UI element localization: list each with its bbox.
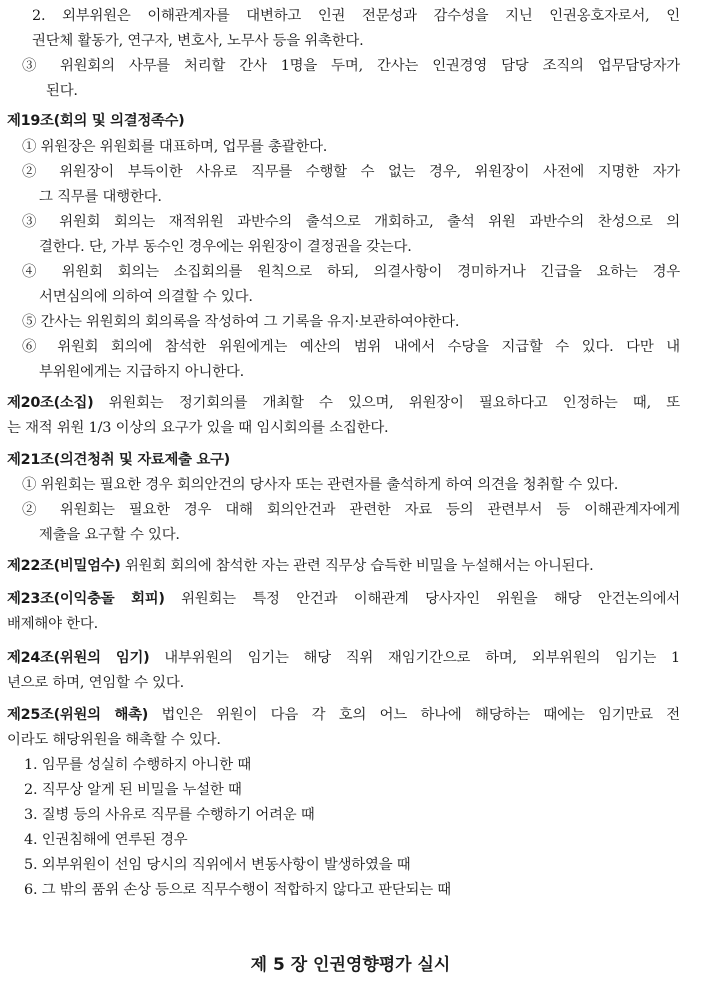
clause-line: 부위원에게는 지급하지 아니한다. (39, 364, 244, 380)
article-heading: 제23조(이익충돌 회피) (7, 591, 165, 607)
article-paragraph (7, 648, 680, 668)
article-paragraph (7, 589, 680, 609)
clause-line: ① 위원회는 필요한 경우 회의안건의 당사자 또는 관련자를 출석하게 하여 의견을 청취할 수 있다. (22, 477, 619, 493)
article-text: 위원회는 정기회의를 개최할 수 있으며, 위원장이 필요하다고 인정하는 때, 또 (93, 395, 680, 411)
clause-line: 된다. (46, 83, 78, 99)
clause-line: ② 위원회는 필요한 경우 대해 회의안건과 관련한 자료 등의 관련부서 등 이해관계자에게 (22, 502, 680, 518)
list-item: 4. 인권침해에 연루된 경우 (24, 832, 188, 848)
clause-line: ④ 위원회 회의는 소집회의를 원칙으로 하되, 의결사항이 경미하거나 긴급을 요하는 경우 (22, 264, 680, 280)
clause-line: 서면심의에 의하여 의결할 수 있다. (39, 289, 253, 305)
clause-line: ⑤ 간사는 위원회의 회의록을 작성하여 그 기록을 유지·보관하여야한다. (22, 314, 460, 330)
clause-line: 제출을 요구할 수 있다. (39, 527, 180, 543)
clause-line: 2. 외부위원은 이해관계자를 대변하고 인권 전문성과 감수성을 지닌 인권옹호자로서, 인 (32, 8, 680, 24)
article-heading: 제24조(위원의 임기) (7, 650, 150, 666)
article-text: 는 재적 위원 1/3 이상의 요구가 있을 때 임시회의를 소집한다. (7, 420, 389, 436)
clause-line: 권단체 활동가, 연구자, 변호사, 노무사 등을 위촉한다. (32, 33, 364, 49)
article-text: 배제해야 한다. (7, 616, 98, 632)
clause-line: ② 위원장이 부득이한 사유로 직무를 수행할 수 없는 경우, 위원장이 사전에 지명한 자가 (22, 164, 680, 180)
article-text: 년으로 하며, 연임할 수 있다. (7, 675, 184, 691)
article-heading: 제21조(의견청취 및 자료제출 요구) (7, 452, 230, 468)
article-heading: 제19조(회의 및 의결정족수) (7, 113, 185, 129)
clause-line: ⑥ 위원회 회의에 참석한 위원에게는 예산의 범위 내에서 수당을 지급할 수 있다. 다만 내 (22, 339, 680, 355)
article-text: 내부위원의 임기는 해당 직위 재임기간으로 하며, 외부위원의 임기는 1 (149, 650, 681, 666)
article-heading: 제25조(위원의 해촉) (7, 707, 149, 723)
clause-line: 결한다. 단, 가부 동수인 경우에는 위원장이 결정권을 갖는다. (39, 239, 412, 255)
list-item: 1. 임무를 성실히 수행하지 아니한 때 (24, 757, 252, 773)
clause-line: ③ 위원회의 사무를 처리할 간사 1명을 두며, 간사는 인권경영 담당 조직의 업무담당자가 (22, 58, 680, 74)
article-text: 법인은 위원이 다음 각 호의 어느 하나에 해당하는 때에는 임기만료 전 (148, 707, 680, 723)
list-item: 2. 직무상 알게 된 비밀을 누설한 때 (24, 782, 242, 798)
list-item: 5. 외부위원이 선임 당시의 직위에서 변동사항이 발생하였을 때 (24, 857, 411, 873)
chapter-title: 제 5 장 인권영향평가 실시 (250, 955, 451, 975)
article-heading: 제22조(비밀엄수) (7, 558, 121, 574)
article-text: 이라도 해당위원을 해촉할 수 있다. (7, 732, 221, 748)
clause-line: ③ 위원회 회의는 재적위원 과반수의 출석으로 개회하고, 출석 위원 과반수의 찬성으로 의 (22, 214, 680, 230)
article-text: 위원회 회의에 참석한 자는 관련 직무상 습득한 비밀을 누설해서는 아니된다. (120, 558, 594, 574)
article-text: 위원회는 특정 안건과 이해관계 당사자인 위원을 해당 안건논의에서 (164, 591, 680, 607)
article-paragraph (7, 705, 680, 725)
clause-line: ① 위원장은 위원회를 대표하며, 업무를 총괄한다. (22, 139, 328, 155)
article-paragraph (7, 556, 701, 576)
article-paragraph (7, 393, 680, 413)
clause-line: 그 직무를 대행한다. (39, 189, 162, 205)
article-heading: 제20조(소집) (7, 395, 94, 411)
list-item: 3. 질병 등의 사유로 직무를 수행하기 어려운 때 (24, 807, 315, 823)
list-item: 6. 그 밖의 품위 손상 등으로 직무수행이 적합하지 않다고 판단되는 때 (24, 882, 452, 898)
